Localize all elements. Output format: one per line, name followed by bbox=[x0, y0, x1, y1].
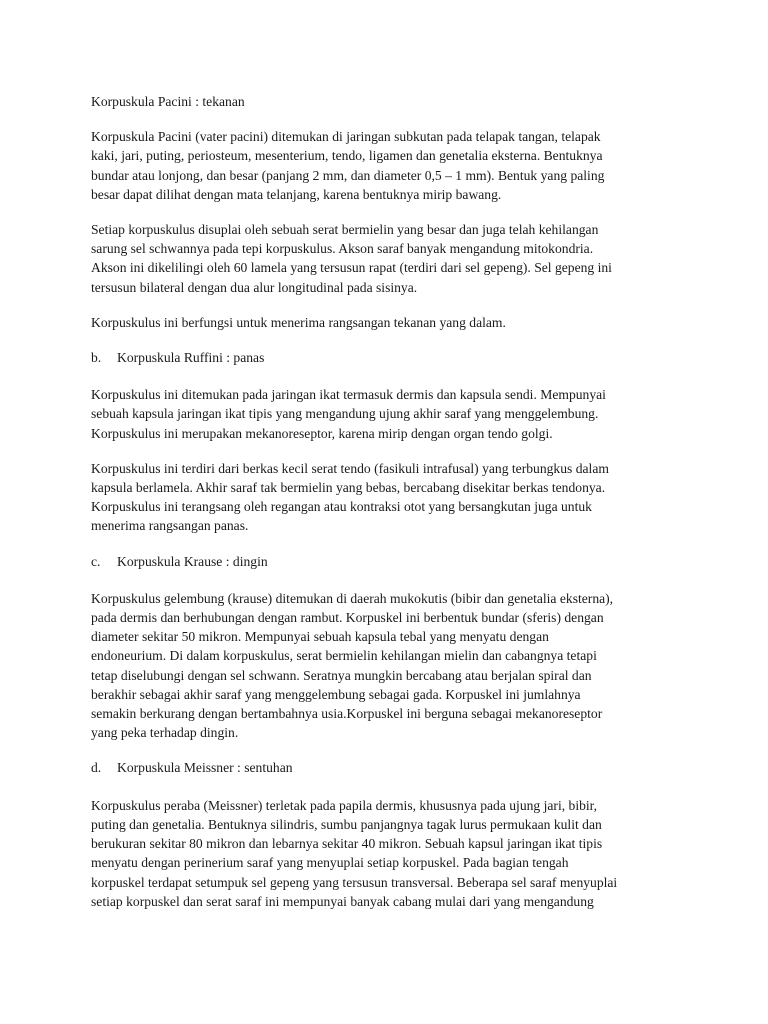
text-line: Korpuskulus ini berfungsi untuk menerima rangsangan tekanan yang dalam. bbox=[91, 314, 506, 330]
text-line: Korpuskulus peraba (Meissner) terletak pada papila dermis, khususnya pada ujung jari, bibir, bbox=[91, 797, 598, 813]
document-page bbox=[91, 92, 671, 927]
paragraph-meissner-1 bbox=[91, 796, 671, 911]
paragraph-ruffini-2 bbox=[91, 459, 671, 536]
paragraph-ruffini-1 bbox=[91, 385, 671, 443]
paragraph-pacini-2 bbox=[91, 220, 671, 297]
text-line: Korpuskulus gelembung (krause) ditemukan di daerah mukokutis (bibir dan genetalia eksterna), bbox=[91, 590, 614, 606]
text-line: sebuah kapsula jaringan ikat tipis yang mengandung ujung akhir saraf yang menggelembung. bbox=[91, 406, 599, 422]
text-line: endoneurium. Di dalam korpuskulus, serat bermielin kehilangan mielin dan cabangnya tetapi bbox=[91, 648, 597, 664]
text-line: menerima rangsangan panas. bbox=[91, 518, 249, 534]
text-line: diameter sekitar 50 mikron. Mempunyai sebuah kapsula tebal yang menyatu dengan bbox=[91, 629, 549, 645]
paragraph-pacini-3 bbox=[91, 313, 671, 332]
paragraph-pacini-1 bbox=[91, 127, 671, 204]
text-line: tetap diselubungi dengan sel schwann. Seratnya mungkin bercabang atau berjalan spiral dan bbox=[91, 667, 592, 683]
text-line: berukuran sekitar 80 mikron dan lebarnya sekitar 40 mikron. Sebuah kapsul jaringan ikat tipis bbox=[91, 836, 603, 852]
text-line: Korpuskula Pacini (vater pacini) ditemukan di jaringan subkutan pada telapak tangan, telapak bbox=[91, 129, 601, 145]
text-line: Setiap korpuskulus disuplai oleh sebuah serat bermielin yang besar dan juga telah kehilangan bbox=[91, 222, 599, 238]
paragraph-krause-1 bbox=[91, 589, 671, 743]
text-line: Korpuskulus ini terangsang oleh regangan atau kontraksi otot yang bersangkutan juga untuk bbox=[91, 499, 592, 515]
text-line: korpuskel terdapat setumpuk sel gepeng yang tersusun transversal. Beberapa sel saraf menyuplai bbox=[91, 874, 618, 890]
section-heading-ruffini bbox=[91, 348, 671, 367]
section-title-pacini: Korpuskula Pacini : tekanan bbox=[91, 94, 245, 109]
list-marker: d. bbox=[91, 760, 102, 776]
text-line: semakin berkurang dengan bertambahnya usia.Korpuskel ini berguna sebagai mekanoreseptor bbox=[91, 706, 603, 722]
section-heading-meissner bbox=[91, 758, 671, 777]
text-line: pada dermis dan berhubungan dengan rambut. Korpuskel ini berbentuk bundar (sferis) dengan bbox=[91, 610, 604, 626]
text-line: menyatu dengan perinerium saraf yang menyuplai setiap korpuskel. Pada bagian tengah bbox=[91, 855, 569, 871]
text-line: tersusun bilateral dengan dua alur longitudinal pada sisinya. bbox=[91, 279, 418, 295]
text-line: Korpuskulus ini merupakan mekanoreseptor, karena mirip dengan organ tendo golgi. bbox=[91, 425, 553, 441]
text-line: Korpuskulus ini ditemukan pada jaringan ikat termasuk dermis dan kapsula sendi. Mempunyai bbox=[91, 387, 606, 403]
list-marker: c. bbox=[91, 553, 101, 569]
text-line: sarung sel schwannya pada tepi korpuskulus. Akson saraf banyak mengandung mitokondria. bbox=[91, 241, 594, 257]
section-heading-krause bbox=[91, 552, 671, 571]
text-line: bundar atau lonjong, dan besar (panjang 2 mm, dan diameter 0,5 – 1 mm). Bentuk yang paling bbox=[91, 167, 605, 183]
text-line: besar dapat dilihat dengan mata telanjang, karena bentuknya mirip bawang. bbox=[91, 186, 502, 202]
text-line: kapsula berlamela. Akhir saraf tak bermielin yang bebas, bercabang disekitar berkas tendonya. bbox=[91, 480, 606, 496]
list-marker: b. bbox=[91, 350, 102, 366]
text-line: puting dan genetalia. Bentuknya silindris, sumbu panjangnya tagak lurus permukaan kulit dan bbox=[91, 816, 602, 832]
text-line: setiap korpuskel dan serat saraf ini mempunyai banyak cabang mulai dari yang mengandung bbox=[91, 893, 594, 909]
heading-text: Korpuskula Ruffini : panas bbox=[117, 350, 265, 366]
text-line: Akson ini dikelilingi oleh 60 lamela yang tersusun rapat (terdiri dari sel gepeng). Sel gepeng ini bbox=[91, 260, 612, 276]
text-line: kaki, jari, puting, periosteum, mesenterium, tendo, ligamen dan genetalia eksterna. Bentuknya bbox=[91, 148, 603, 164]
heading-text: Korpuskula Meissner : sentuhan bbox=[117, 760, 293, 776]
heading-text: Korpuskula Krause : dingin bbox=[117, 553, 268, 569]
text-line: berakhir sebagai akhir saraf yang menggelembung sebagai gada. Korpuskel ini jumlahnya bbox=[91, 686, 581, 702]
text-line: yang peka terhadap dingin. bbox=[91, 725, 239, 741]
text-line: Korpuskulus ini terdiri dari berkas kecil serat tendo (fasikuli intrafusal) yang terbungkus dalam bbox=[91, 460, 609, 476]
